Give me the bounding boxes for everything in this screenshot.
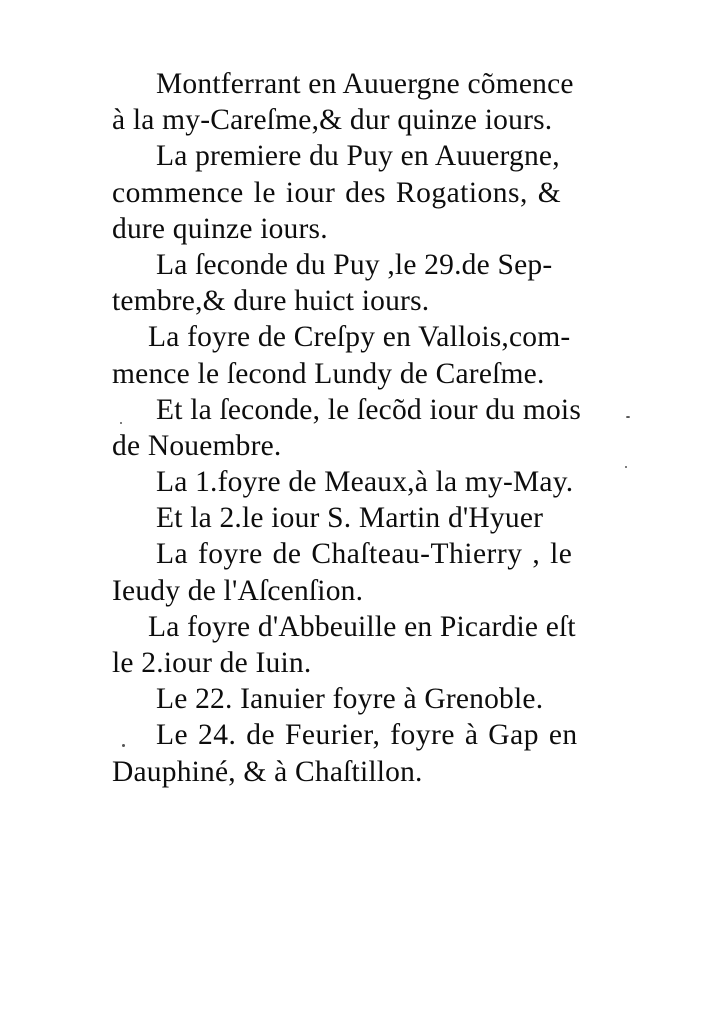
text-line: Le 24. de Feurier, foyre à Gap en — [156, 719, 578, 752]
text-line: le 2.iour de Iuin. — [112, 647, 312, 679]
text-line: Ieudy de l'Aſcenſion. — [112, 574, 364, 607]
text-line: La foyre d'Abbeuille en Picardie eſt — [148, 610, 576, 643]
text-line: Montferrant en Auuergne cõmence — [156, 68, 574, 100]
ink-speck — [120, 422, 122, 424]
page-text — [112, 66, 632, 790]
text-line: dure quinze iours. — [112, 212, 328, 245]
ink-speck — [625, 466, 627, 468]
text-line: Et la ſeconde, le ſecõd iour du mois — [156, 393, 581, 426]
text-line: La foyre de Creſpy en Vallois,com- — [148, 321, 571, 354]
text-line: Dauphiné, & à Chaſtillon. — [112, 755, 423, 788]
text-line: La foyre de Chaſteau-Thierry , le — [156, 538, 573, 571]
text-line: La premiere du Puy en Auuergne, — [156, 140, 560, 173]
text-line: Le 22. Ianuier foyre à Grenoble. — [156, 683, 544, 716]
text-line: de Nouembre. — [112, 429, 282, 462]
text-line: à la my-Careſme,& dur quinze iours. — [112, 104, 553, 137]
text-line: commence le iour des Rogations, & — [112, 176, 562, 209]
text-line: La ſeconde du Puy ,le 29.de Sep- — [156, 248, 553, 281]
ink-speck — [122, 744, 125, 747]
text-line: Et la 2.le iour S. Martin d'Hyuer — [156, 502, 544, 535]
ink-speck — [626, 416, 630, 418]
text-line: mence le ſecond Lundy de Careſme. — [112, 357, 545, 390]
text-line: La 1.foyre de Meaux,à la my-May. — [156, 466, 574, 499]
text-line: tembre,& dure huict iours. — [112, 285, 430, 318]
